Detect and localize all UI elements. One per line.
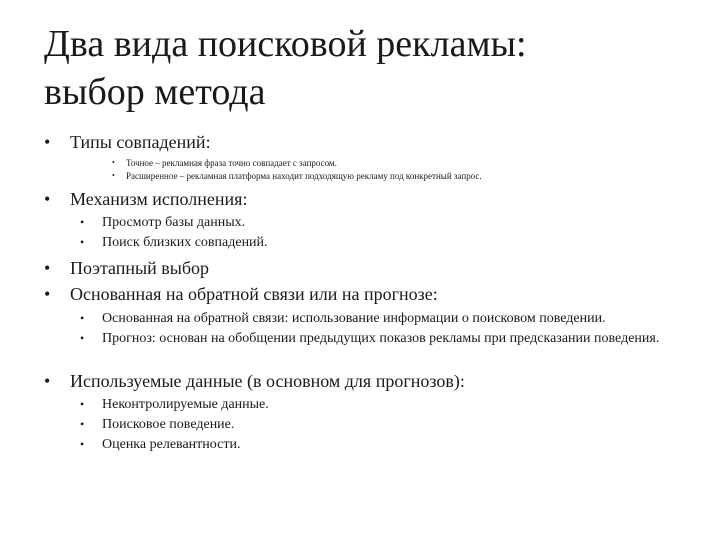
bullet-icon: • bbox=[44, 371, 51, 391]
list-item-text: Основанная на обратной связи или на прогнозе: bbox=[70, 284, 438, 304]
bullet-icon: • bbox=[44, 258, 51, 278]
bullet-icon: • bbox=[44, 189, 51, 209]
bullet-icon: • bbox=[80, 235, 85, 249]
bullet-icon: • bbox=[80, 215, 85, 229]
list-item-text: Используемые данные (в основном для прогнозов): bbox=[70, 371, 465, 391]
slide-title-line-2: выбор метода bbox=[44, 71, 266, 113]
sub-list-item-text: Поисковое поведение. bbox=[102, 417, 235, 432]
list-item-text: Типы совпадений: bbox=[70, 132, 211, 152]
bullet-icon: • bbox=[80, 331, 85, 345]
bullet-icon: • bbox=[44, 284, 51, 304]
bullet-icon: • bbox=[80, 311, 85, 325]
bullet-icon: • bbox=[80, 397, 85, 411]
bullet-icon: • bbox=[44, 132, 51, 152]
bullet-icon: • bbox=[80, 437, 85, 451]
sub-list-item-text: Прогноз: основан на обобщении предыдущих показов рекламы при предсказании поведения. bbox=[102, 331, 660, 346]
sub-list-item-text: Неконтролируемые данные. bbox=[102, 397, 269, 412]
bullet-icon: • bbox=[80, 417, 85, 431]
sub-list-item-text: Оценка релевантности. bbox=[102, 437, 241, 452]
sub-list-item-text: Точное – рекламная фраза точно совпадает с запросом. bbox=[126, 158, 337, 168]
sub-list-item-text: Просмотр базы данных. bbox=[102, 215, 246, 230]
slide-title-line-1: Два вида поисковой рекламы: bbox=[44, 23, 527, 65]
bullet-icon: • bbox=[112, 171, 115, 180]
sub-list-item-text: Поиск близких совпадений. bbox=[102, 235, 268, 250]
slide-title bbox=[44, 20, 684, 116]
list-item-text: Поэтапный выбор bbox=[70, 258, 210, 278]
list-item-text: Механизм исполнения: bbox=[70, 189, 248, 209]
bullet-icon: • bbox=[112, 158, 115, 167]
sub-list-item-text: Основанная на обратной связи: использование информации о поисковом поведении. bbox=[102, 311, 606, 326]
sub-list-item-text: Расширенное – рекламная платформа находит подходящую рекламу под конкретный запрос. bbox=[126, 171, 482, 181]
